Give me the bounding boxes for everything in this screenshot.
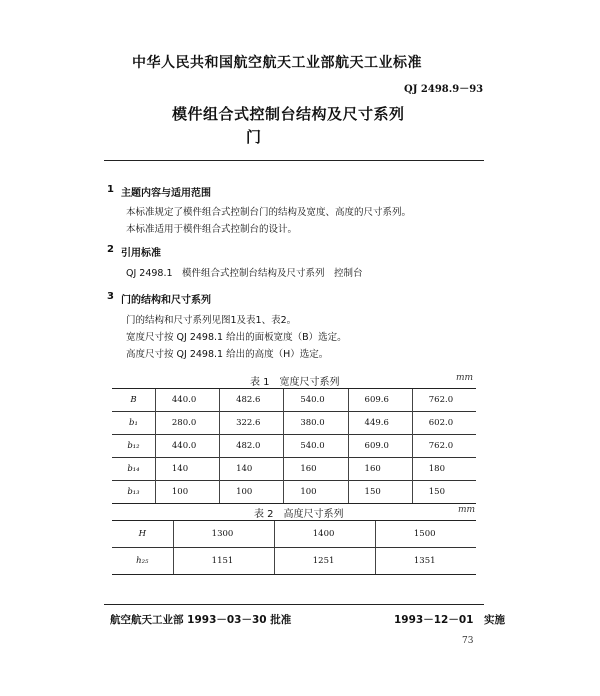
page-number: 73 <box>462 636 474 646</box>
table-cell: 1500 <box>375 521 476 548</box>
section-3-title: 门的结构和尺寸系列 <box>121 295 211 306</box>
section-1-line-2: 本标准适用于模件组合式控制台的设计。 <box>126 224 298 235</box>
table-cell: 1151 <box>173 548 274 575</box>
table-row <box>112 435 476 458</box>
table-cell: 762.0 <box>412 435 476 458</box>
table-1-caption: 表 1 宽度尺寸系列 <box>250 377 340 388</box>
table-row <box>112 389 476 412</box>
section-1-line-1: 本标准规定了模件组合式控制台门的结构及宽度、高度的尺寸系列。 <box>126 207 412 218</box>
table-cell: 440.0 <box>155 435 219 458</box>
section-3-line-1: 门的结构和尺寸系列见图1及表1、表2。 <box>126 315 297 326</box>
section-1-title: 主题内容与适用范围 <box>121 188 211 199</box>
table-cell: 1300 <box>173 521 274 548</box>
table-cell: 160 <box>284 458 348 481</box>
table-2-caption: 表 2 高度尺寸系列 <box>254 509 344 520</box>
table-row <box>112 481 476 504</box>
approval-date: 航空航天工业部 1993－03－30 批准 <box>110 614 292 626</box>
section-2-line-1: QJ 2498.1 模件组合式控制台结构及尺寸系列 控制台 <box>126 268 363 279</box>
table-cell: 482.6 <box>220 389 284 412</box>
standard-code: QJ 2498.9－93 <box>404 84 484 95</box>
issuing-organization: 中华人民共和国航空航天工业部航天工业标准 <box>132 55 422 71</box>
table-cell: 1400 <box>274 521 375 548</box>
table-row <box>112 458 476 481</box>
table-cell: 380.0 <box>284 412 348 435</box>
table-cell: 140 <box>155 458 219 481</box>
table-cell: 449.6 <box>348 412 412 435</box>
table-cell: 150 <box>348 481 412 504</box>
section-3-number: 3 <box>107 291 114 302</box>
table-row <box>112 548 476 575</box>
table-cell: 100 <box>155 481 219 504</box>
table-cell: 762.0 <box>412 389 476 412</box>
table-cell: 100 <box>220 481 284 504</box>
table-cell: 280.0 <box>155 412 219 435</box>
table-cell: 540.0 <box>284 389 348 412</box>
table-cell: 1351 <box>375 548 476 575</box>
table-cell: 140 <box>220 458 284 481</box>
table-1-unit: mm <box>456 373 474 383</box>
table-cell: 609.0 <box>348 435 412 458</box>
width-dimension-table <box>112 388 476 504</box>
row-label: b₁₂ <box>112 435 155 458</box>
table-row <box>112 521 476 548</box>
table-2-unit: mm <box>458 505 476 515</box>
table-cell: 1251 <box>274 548 375 575</box>
footer-divider <box>104 604 484 605</box>
section-2-title: 引用标准 <box>121 248 161 259</box>
height-dimension-table <box>112 520 476 575</box>
document-subtitle: 门 <box>246 128 262 146</box>
table-cell: 100 <box>284 481 348 504</box>
row-label: b₁₃ <box>112 481 155 504</box>
table-cell: 602.0 <box>412 412 476 435</box>
row-label: B <box>112 389 155 412</box>
table-row <box>112 412 476 435</box>
section-3-line-3: 高度尺寸按 QJ 2498.1 给出的高度（H）选定。 <box>126 349 329 360</box>
table-cell: 540.0 <box>284 435 348 458</box>
document-title: 模件组合式控制台结构及尺寸系列 <box>172 105 405 123</box>
table-cell: 322.6 <box>220 412 284 435</box>
row-label: h₂₅ <box>112 548 173 575</box>
row-label: b₁₄ <box>112 458 155 481</box>
section-1-number: 1 <box>107 184 114 195</box>
table-cell: 150 <box>412 481 476 504</box>
table-cell: 482.0 <box>220 435 284 458</box>
section-3-line-2: 宽度尺寸按 QJ 2498.1 给出的面板宽度（B）选定。 <box>126 332 347 343</box>
table-cell: 180 <box>412 458 476 481</box>
header-divider <box>104 160 484 161</box>
table-cell: 609.6 <box>348 389 412 412</box>
section-2-number: 2 <box>107 244 114 255</box>
table-cell: 160 <box>348 458 412 481</box>
row-label: H <box>112 521 173 548</box>
table-cell: 440.0 <box>155 389 219 412</box>
implementation-date: 1993－12－01 实施 <box>394 614 505 626</box>
row-label: b₁ <box>112 412 155 435</box>
